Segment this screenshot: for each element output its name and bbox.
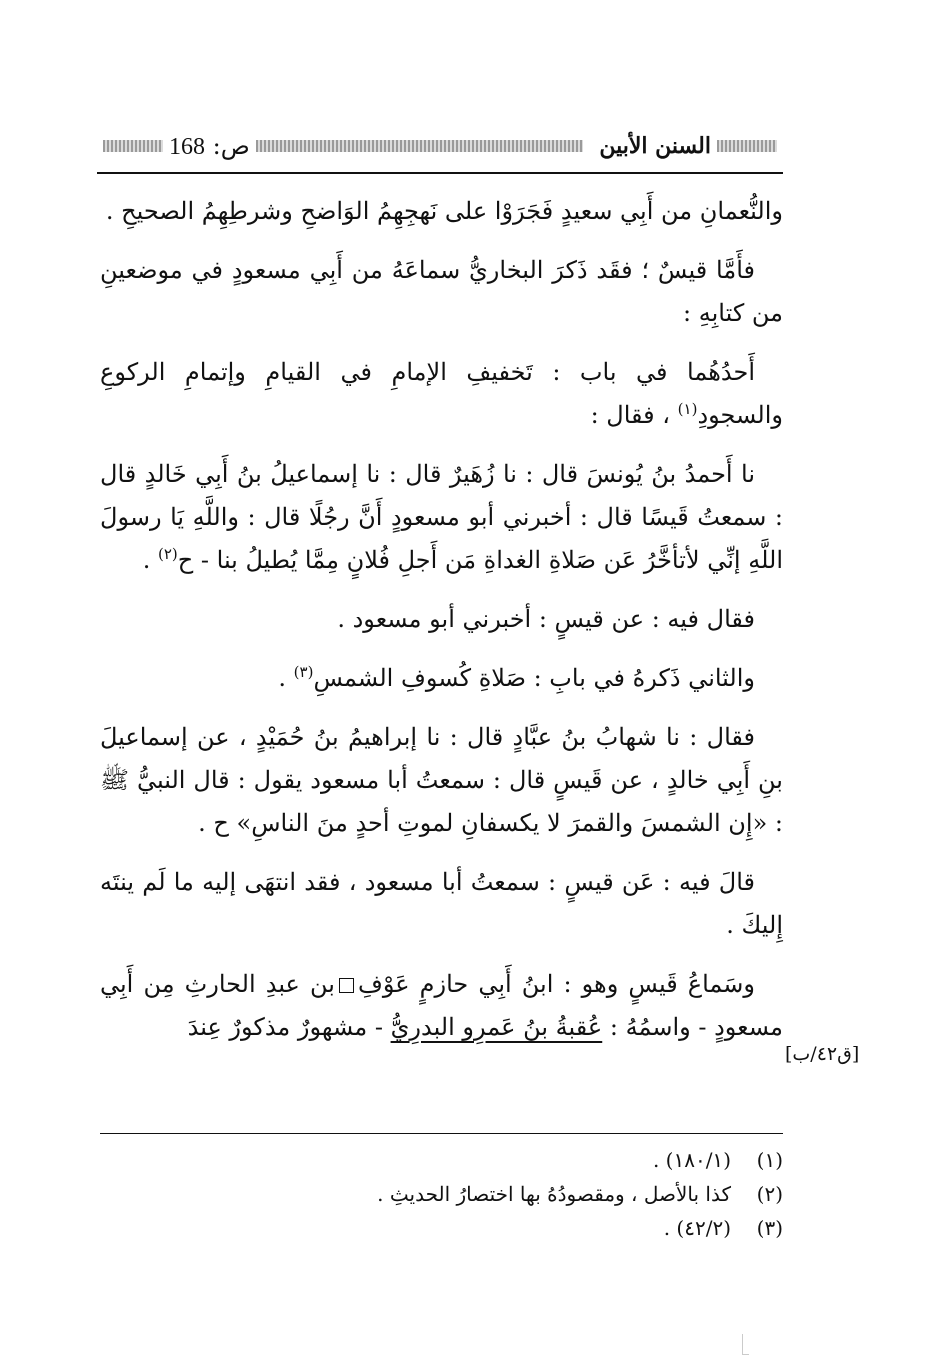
footnote-number: (٣) xyxy=(756,1216,783,1240)
footnotes xyxy=(100,1143,783,1245)
paragraph-text: . xyxy=(278,664,287,692)
footnote-rule xyxy=(100,1133,783,1134)
book-title: السنن الأبين xyxy=(599,133,711,159)
page-number xyxy=(169,132,250,161)
footnote-ref: (١) xyxy=(677,400,698,418)
manuscript-folio-note: [ق٤٢/ب] xyxy=(785,1043,860,1065)
main-text xyxy=(100,190,783,1065)
paragraph-text: نا أَحمدُ بنُ يُونسَ قال : نا زُهَيرٌ قال : نا إسماعيلُ بنُ أَبِي خَالدٍ قال : سمعتُ قَيسًا قال : أخبرني أبو مسعودٍ أَنَّ رجُلًا قال : واللَّهِ يَا رسولَ اللَّهِ إنِّي لأتأخَّرُ عَن صَلاةِ الغداةِ مَن أَجلِ فُلانٍ مِمَّا يُطيلُ بنا - ح xyxy=(100,460,783,574)
paragraph-text: وسَماعُ قَيسٍ وهو : ابنُ أَبِي حازمٍ عَوْفِ xyxy=(357,970,755,998)
paragraph: قالَ فيه : عَن قيسٍ : سمعتُ أبا مسعود ، فقد انتهَى إليه ما لَم ينتَه إِليكَ . xyxy=(100,868,783,939)
header-ornament-left xyxy=(103,140,163,152)
paragraph: والنُّعمانِ من أَبِي سعيدٍ فَجَرَوْا على نَهجِهِمُ الوَاضحِ وشرطِهِمُ الصحيحِ . xyxy=(105,197,783,225)
paragraph xyxy=(100,453,783,582)
page-header xyxy=(97,126,783,166)
paragraph-text: . xyxy=(142,546,151,574)
footnote-text: (٤٢/٢) . xyxy=(663,1216,731,1240)
footnote-number: (١) xyxy=(756,1148,783,1172)
header-ornament-middle xyxy=(256,140,584,152)
paragraph-text: أَحدُهُما في باب : تَخفيفِ الإمامِ في القيامِ وإتمامِ الركوعِ والسجودِ xyxy=(100,358,783,429)
footnote-ref: (٢) xyxy=(157,545,178,563)
blank-box-icon xyxy=(339,978,354,993)
footnote xyxy=(100,1211,783,1245)
paragraph xyxy=(100,351,783,437)
footnote xyxy=(100,1177,783,1211)
paragraph-text: - مشهورٌ مذكورٌ عِندَ xyxy=(187,1013,383,1041)
footnote xyxy=(100,1143,783,1177)
paragraph: فقال : نا شهابُ بنُ عبَّادٍ قال : نا إبراهيمُ بنُ حُمَيْدٍ ، عن إسماعيلَ بنِ أَبِي خالدٍ ، عن قَيسٍ قال : سمعتُ أبا مسعود يقول : قال النبيُّ ﷺ : «إِن الشمسَ والقمرَ لا يكسفانِ لموتِ أحدٍ منَ الناسِ» ح . xyxy=(100,723,783,837)
paragraph: فأَمَّا قيسٌ ؛ فقَد ذَكرَ البخاريُّ سماعَهُ من أَبِي مسعودٍ في موضعينِ من كتابِهِ : xyxy=(100,256,783,327)
crop-mark xyxy=(742,1334,749,1355)
underlined-text: عُقبةُ بنُ عَمرِو البدرِيُّ xyxy=(390,1013,603,1041)
page-label: ص: xyxy=(212,131,250,160)
footnote-ref: (٣) xyxy=(293,663,314,681)
header-ornament-right xyxy=(717,140,777,152)
paragraph xyxy=(100,963,783,1049)
paragraph-text: ، فقال : xyxy=(590,401,671,429)
paragraph-text: بن عبدِ الحارثِ مِن أَبِي مسعودٍ - واسمُهُ : xyxy=(100,970,783,1041)
page-number-value: 168 xyxy=(169,133,205,160)
paragraph xyxy=(100,657,783,700)
paragraph-text: والثاني ذَكرهُ في بابِ : صَلاةِ كُسوفِ الشمسِ xyxy=(313,664,755,692)
footnote-number: (٢) xyxy=(756,1182,783,1206)
footnote-text: (١٨٠/١) . xyxy=(652,1148,731,1172)
footnote-text: كذا بالأصل ، ومقصودُهُ بها اختصارُ الحديثِ . xyxy=(377,1182,731,1206)
header-rule xyxy=(97,172,783,174)
paragraph: فقال فيه : عن قيسٍ : أخبرني أبو مسعود . xyxy=(337,605,755,633)
